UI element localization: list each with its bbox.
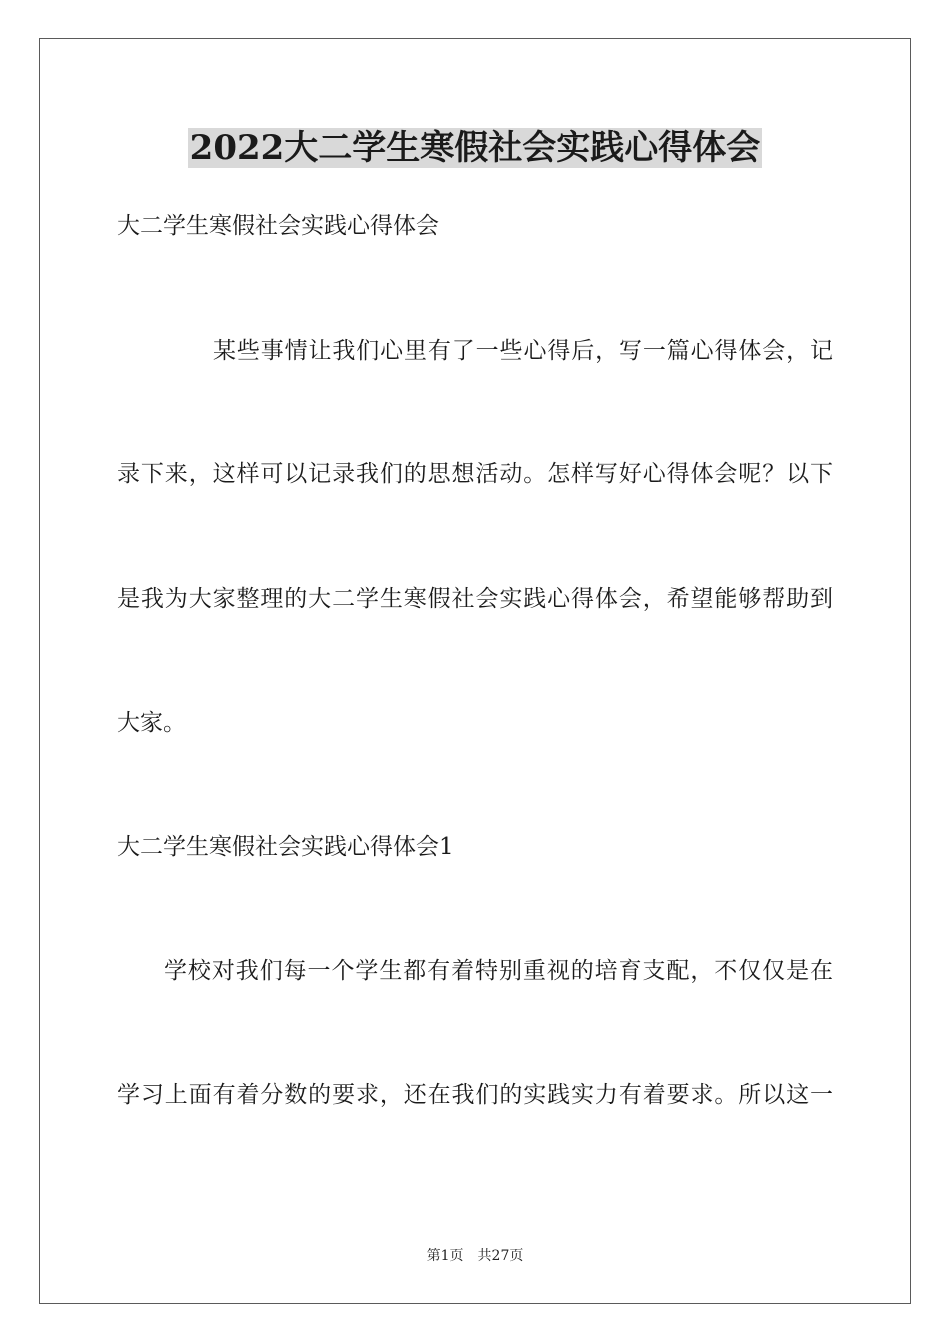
section-heading: 大二学生寒假社会实践心得体会1 xyxy=(117,834,454,860)
document-title-text: 2022大二学生寒假社会实践心得体会 xyxy=(189,128,761,168)
page-footer xyxy=(0,1246,950,1266)
paragraph-line: 大家。 xyxy=(117,710,186,736)
document-title xyxy=(0,124,950,172)
paragraph-line: 学习上面有着分数的要求，还在我们的实践实力有着要求。所以这一 xyxy=(117,1082,833,1108)
paragraph-line: 录下来，这样可以记录我们的思想活动。怎样写好心得体会呢？以下 xyxy=(117,461,833,487)
paragraph-line: 某些事情让我们心里有了一些心得后，写一篇心得体会，记 xyxy=(213,338,833,364)
page-total: 共27页 xyxy=(477,1248,524,1264)
page-number: 第1页 xyxy=(426,1248,464,1264)
paragraph-line: 学校对我们每一个学生都有着特别重视的培育支配，不仅仅是在 xyxy=(164,958,833,984)
paragraph-line: 是我为大家整理的大二学生寒假社会实践心得体会，希望能够帮助到 xyxy=(117,586,833,612)
subtitle-line: 大二学生寒假社会实践心得体会 xyxy=(117,213,439,239)
